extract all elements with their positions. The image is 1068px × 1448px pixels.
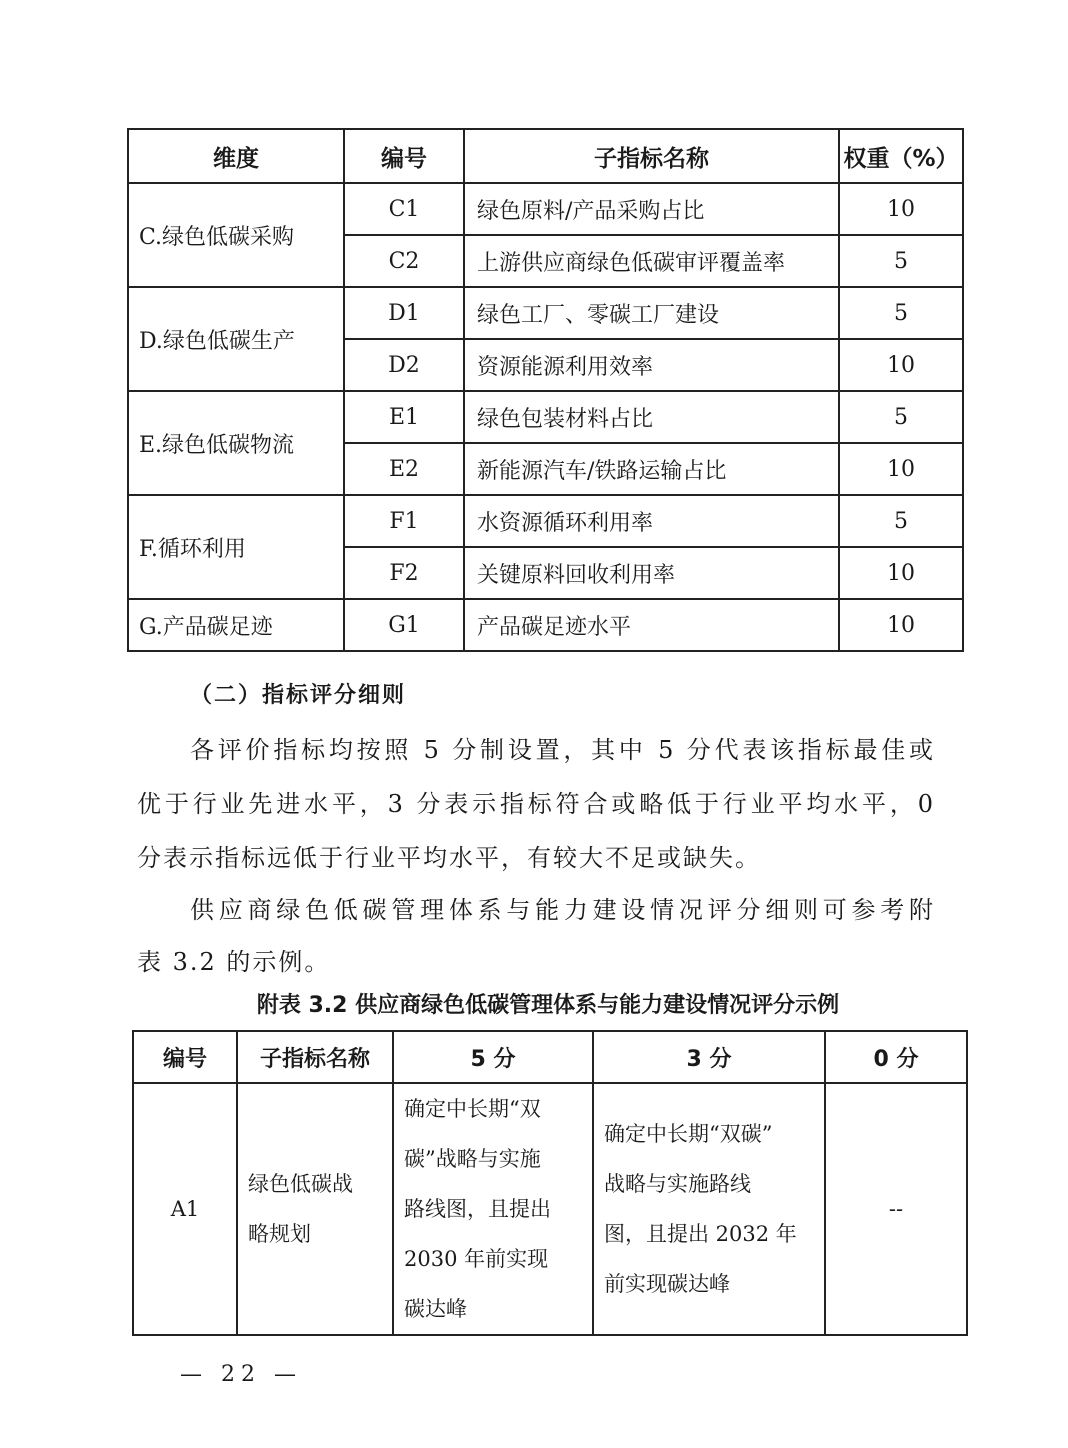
cell-line: 确定中长期“双碳”: [604, 1122, 773, 1146]
cell-line: 2030 年前实现: [404, 1247, 549, 1271]
indicator-weight-table: [127, 128, 964, 652]
cell-line: 碳达峰: [404, 1297, 467, 1321]
name-cell: [237, 1083, 393, 1335]
name-cell: 上游供应商绿色低碳审评覆盖率: [464, 235, 839, 287]
table-row: [133, 1083, 967, 1335]
header-code: 编号: [344, 129, 464, 183]
header-score-0: 0 分: [825, 1031, 967, 1083]
header-name: 子指标名称: [237, 1031, 393, 1083]
code-cell: E2: [344, 443, 464, 495]
weight-cell: 5: [839, 495, 963, 547]
code-cell: C2: [344, 235, 464, 287]
name-cell: 资源能源利用效率: [464, 339, 839, 391]
paragraph-line: 优于行业先进水平，3 分表示指标符合或略低于行业平均水平，0: [137, 790, 935, 818]
paragraph-line: 供应商绿色低碳管理体系与能力建设情况评分细则可参考附: [190, 896, 935, 924]
code-cell: D1: [344, 287, 464, 339]
score-5-cell: [393, 1083, 593, 1335]
table-header-row: [128, 129, 963, 183]
header-name: 子指标名称: [464, 129, 839, 183]
weight-cell: 5: [839, 391, 963, 443]
weight-cell: 10: [839, 547, 963, 599]
code-cell: F2: [344, 547, 464, 599]
page-number: — 22 —: [180, 1362, 302, 1387]
table-row: [128, 391, 963, 443]
code-cell: F1: [344, 495, 464, 547]
paragraph-line: 各评价指标均按照 5 分制设置，其中 5 分代表该指标最佳或: [190, 736, 935, 764]
header-code: 编号: [133, 1031, 237, 1083]
dimension-cell: D.绿色低碳生产: [128, 287, 344, 391]
cell-line: 绿色低碳战: [248, 1172, 353, 1196]
table-row: [128, 183, 963, 235]
paragraph-line: 表 3.2 的示例。: [137, 948, 331, 976]
dimension-cell: F.循环利用: [128, 495, 344, 599]
paragraph-line: 分表示指标远低于行业平均水平，有较大不足或缺失。: [137, 844, 761, 872]
weight-cell: 10: [839, 339, 963, 391]
name-cell: 绿色原料/产品采购占比: [464, 183, 839, 235]
score-0-cell: --: [825, 1083, 967, 1335]
name-cell: 关键原料回收利用率: [464, 547, 839, 599]
table-row: [128, 495, 963, 547]
header-dimension: 维度: [128, 129, 344, 183]
name-cell: 产品碳足迹水平: [464, 599, 839, 651]
cell-line: 战略与实施路线: [604, 1172, 751, 1196]
name-cell: 绿色包装材料占比: [464, 391, 839, 443]
name-cell: 水资源循环利用率: [464, 495, 839, 547]
name-cell: 绿色工厂、零碳工厂建设: [464, 287, 839, 339]
dimension-cell: G.产品碳足迹: [128, 599, 344, 651]
weight-cell: 10: [839, 183, 963, 235]
cell-line: 图，且提出 2032 年: [604, 1222, 797, 1246]
weight-cell: 10: [839, 599, 963, 651]
scoring-example-table: [132, 1030, 968, 1336]
cell-line: 路线图，且提出: [404, 1197, 551, 1221]
code-cell: D2: [344, 339, 464, 391]
code-cell: G1: [344, 599, 464, 651]
dimension-cell: E.绿色低碳物流: [128, 391, 344, 495]
code-cell: C1: [344, 183, 464, 235]
cell-line: 确定中长期“双: [404, 1097, 541, 1121]
weight-cell: 5: [839, 287, 963, 339]
header-score-3: 3 分: [593, 1031, 825, 1083]
score-3-cell: [593, 1083, 825, 1335]
header-score-5: 5 分: [393, 1031, 593, 1083]
cell-line: 碳”战略与实施: [404, 1147, 541, 1171]
name-cell: 新能源汽车/铁路运输占比: [464, 443, 839, 495]
dimension-cell: C.绿色低碳采购: [128, 183, 344, 287]
cell-line: 前实现碳达峰: [604, 1272, 730, 1296]
code-cell: E1: [344, 391, 464, 443]
section-heading: （二）指标评分细则: [190, 683, 407, 708]
table-caption: 附表 3.2 供应商绿色低碳管理体系与能力建设情况评分示例: [256, 993, 840, 1018]
table-row: [128, 599, 963, 651]
header-weight: 权重（%）: [839, 129, 963, 183]
table-header-row: [133, 1031, 967, 1083]
weight-cell: 5: [839, 235, 963, 287]
table-row: [128, 287, 963, 339]
cell-line: 略规划: [248, 1222, 311, 1246]
code-cell: A1: [133, 1083, 237, 1335]
weight-cell: 10: [839, 443, 963, 495]
